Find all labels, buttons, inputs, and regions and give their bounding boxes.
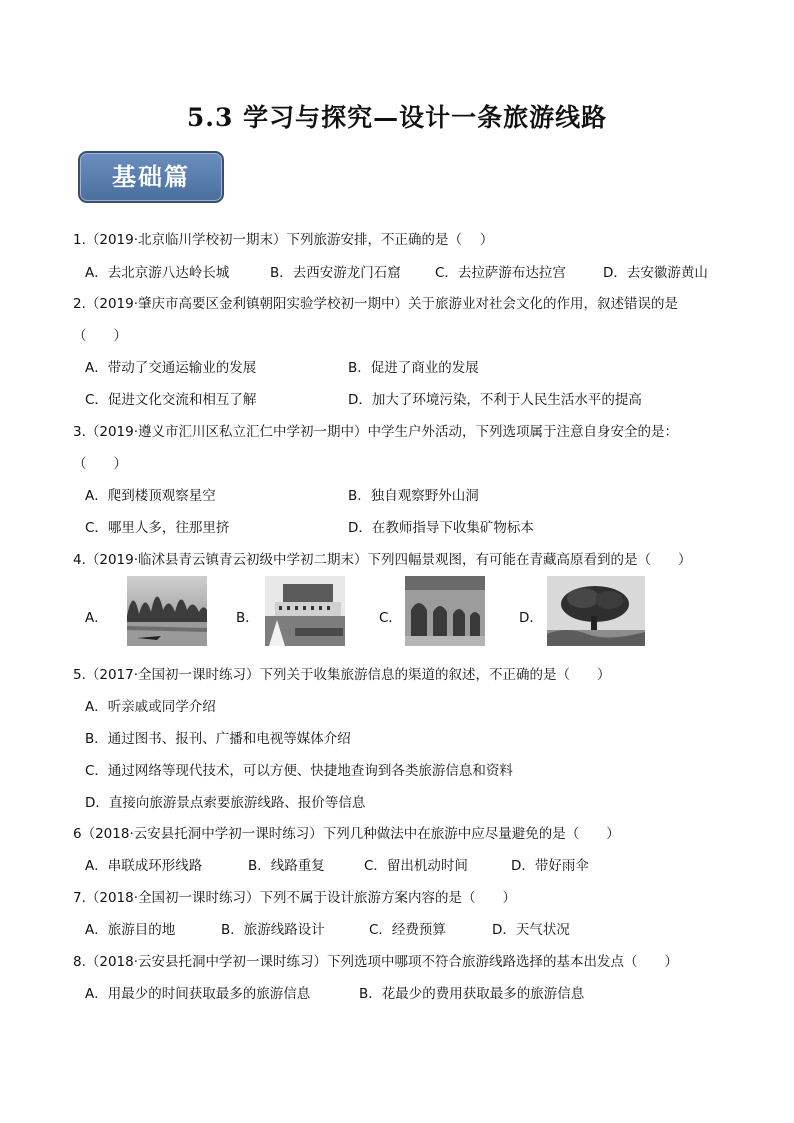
q1-option-b: B．去西安游龙门石窟 bbox=[270, 265, 401, 281]
q3-option-d: D．在教师指导下收集矿物标本 bbox=[348, 520, 534, 536]
question-3-stem: 3.（2019·遵义市汇川区私立汇仁中学初一期中）中学生户外活动，下列选项属于注意自身安全的是： bbox=[73, 424, 679, 440]
q7-option-c: C．经费预算 bbox=[369, 922, 446, 938]
tree-landscape-photo bbox=[547, 576, 645, 646]
q1-option-a: A．去北京游八达岭长城 bbox=[85, 265, 230, 281]
q7-option-a: A．旅游目的地 bbox=[85, 922, 176, 938]
q4-option-d: D． bbox=[519, 610, 543, 626]
question-2-stem: 2.（2019·肇庆市高要区金利镇朝阳实验学校初一期中）关于旅游业对社会文化的作用，叙述错误的是 bbox=[73, 296, 679, 312]
karst-river-photo bbox=[127, 576, 207, 646]
q5-option-a: A．听亲戚或同学介绍 bbox=[85, 699, 216, 715]
q3-option-b: B．独自观察野外山洞 bbox=[348, 488, 479, 504]
q6-option-c: C．留出机动时间 bbox=[364, 858, 468, 874]
cave-dwelling-photo bbox=[405, 576, 485, 646]
q4-option-a: A． bbox=[85, 610, 108, 626]
q7-option-b: B．旅游线路设计 bbox=[221, 922, 325, 938]
potala-palace-photo bbox=[265, 576, 345, 646]
question-1-stem: 1.（2019·北京临川学校初一期末）下列旅游安排，不正确的是（ ） bbox=[73, 232, 494, 248]
q5-option-b: B．通过图书、报刊、广播和电视等媒体介绍 bbox=[85, 731, 351, 747]
question-6-stem: 6（2018·云安县托洞中学初一课时练习）下列几种做法中在旅游中应尽量避免的是（ ） bbox=[73, 826, 620, 842]
q2-option-d: D．加大了环境污染，不利于人民生活水平的提高 bbox=[348, 392, 642, 408]
q5-option-c: C．通过网络等现代技术，可以方便、快捷地查询到各类旅游信息和资料 bbox=[85, 763, 513, 779]
q1-option-c: C．去拉萨游布达拉宫 bbox=[435, 265, 566, 281]
q2-option-a: A．带动了交通运输业的发展 bbox=[85, 360, 257, 376]
q8-option-b: B．花最少的费用获取最多的旅游信息 bbox=[359, 986, 585, 1002]
q4-option-b: B． bbox=[236, 610, 259, 626]
q6-option-a: A．串联成环形线路 bbox=[85, 858, 203, 874]
q2-option-c: C．促进文化交流和相互了解 bbox=[85, 392, 257, 408]
question-4-stem: 4.（2019·临沭县青云镇青云初级中学初二期末）下列四幅景观图，有可能在青藏高原看到的是（ ） bbox=[73, 552, 692, 568]
question-5-stem: 5.（2017·全国初一课时练习）下列关于收集旅游信息的渠道的叙述，不正确的是（ ） bbox=[73, 667, 611, 683]
q7-option-d: D．天气状况 bbox=[492, 922, 570, 938]
page-title: 5.3 学习与探究—设计一条旅游线路 bbox=[186, 103, 608, 132]
q3-option-c: C．哪里人多，往那里挤 bbox=[85, 520, 230, 536]
question-7-stem: 7.（2018·全国初一课时练习）下列不属于设计旅游方案内容的是（ ） bbox=[73, 890, 517, 906]
q3-option-a: A．爬到楼顶观察星空 bbox=[85, 488, 216, 504]
q2-option-b: B．促进了商业的发展 bbox=[348, 360, 479, 376]
q1-option-d: D．去安徽游黄山 bbox=[603, 265, 708, 281]
q6-option-b: B．线路重复 bbox=[248, 858, 325, 874]
q5-option-d: D．直接向旅游景点索要旅游线路、报价等信息 bbox=[85, 795, 366, 811]
q4-option-c: C． bbox=[379, 610, 402, 626]
section-badge: 基础篇 bbox=[78, 151, 224, 203]
q8-option-a: A．用最少的时间获取最多的旅游信息 bbox=[85, 986, 311, 1002]
question-3-stem-cont: （ ） bbox=[73, 456, 127, 472]
q6-option-d: D．带好雨伞 bbox=[511, 858, 589, 874]
question-2-stem-cont: （ ） bbox=[73, 328, 127, 344]
question-8-stem: 8.（2018·云安县托洞中学初一课时练习）下列选项中哪项不符合旅游线路选择的基本出发点（ ） bbox=[73, 954, 679, 970]
